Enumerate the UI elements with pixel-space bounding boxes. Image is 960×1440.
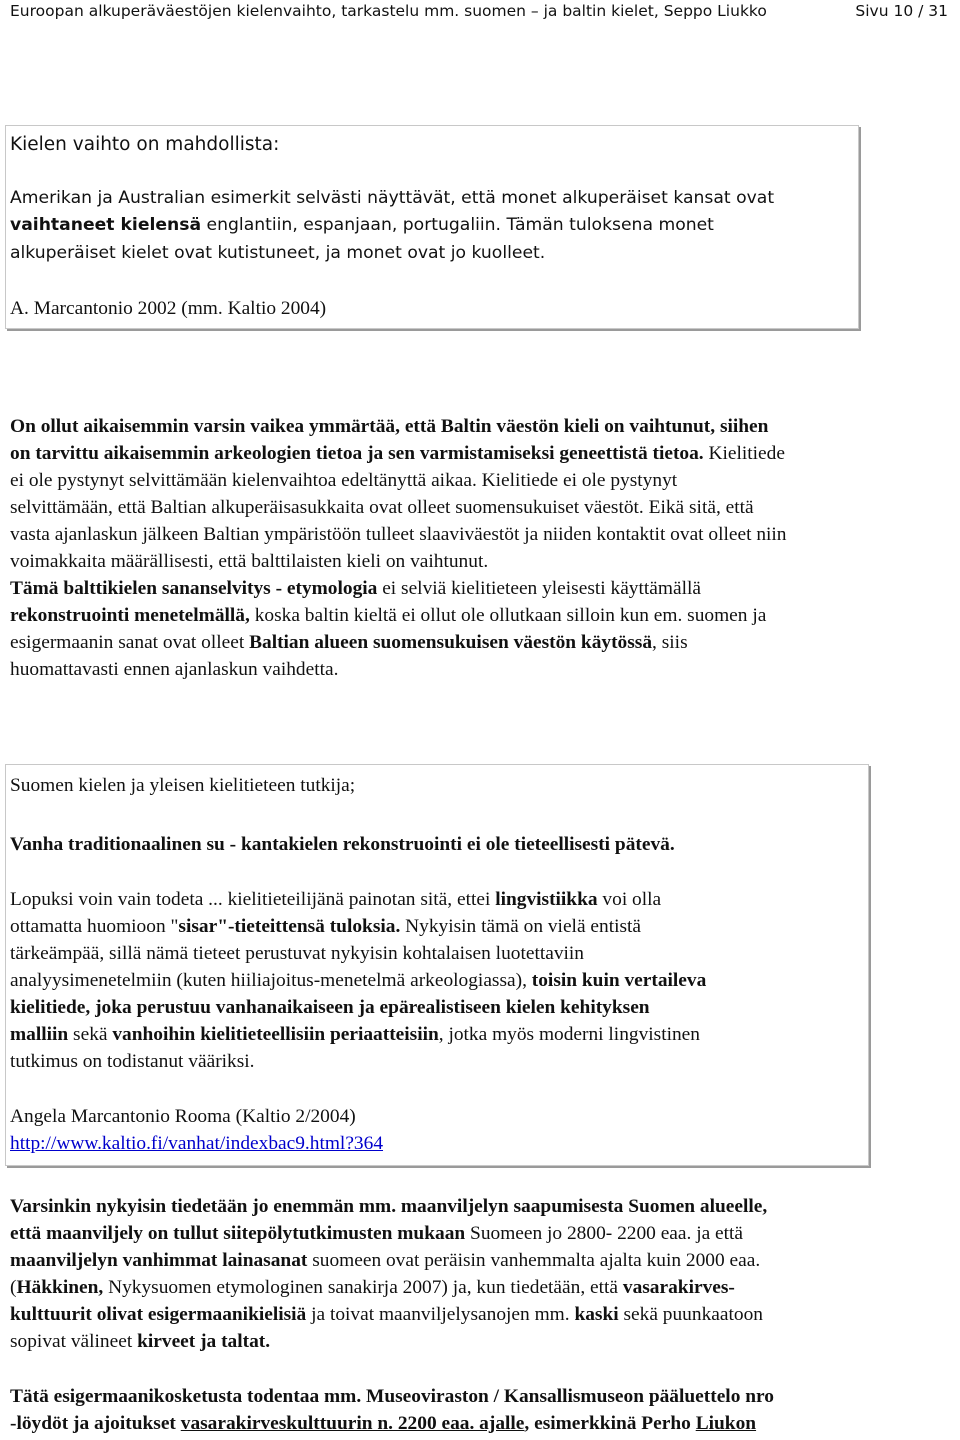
para1-line-10: huomattavasti ennen ajanlaskun vaihdetta. — [10, 659, 339, 680]
para2-line-4: (Häkkinen, Nykysuomen etymologinen sanakirja 2007) ja, kun tiedetään, että vasarakirves- — [10, 1277, 735, 1298]
para2-line-2: että maanviljely on tullut siitepölytutkimusten mukaan Suomeen jo 2800- 2200 eaa. ja että — [10, 1223, 744, 1244]
box2-source: Angela Marcantonio Rooma (Kaltio 2/2004) — [10, 1106, 356, 1127]
box2-line-5: tärkeämpää, sillä nämä tieteet perustuvat nykyisin kohtalaisen luotettaviin — [10, 943, 585, 964]
para2-line-1: Varsinkin nykyisin tiedetään jo enemmän mm. maanviljelyn saapumisesta Suomen alueelle, — [10, 1196, 768, 1217]
para2-line-5: kulttuurit olivat esigermaanikielisiä ja toivat maanviljelysanojen mm. kaski sekä puunkaatoon — [10, 1304, 763, 1325]
box2-line-6: analyysimenetelmiin (kuten hiiliajoitus-menetelmä arkeologiassa), toisin kuin vertaileva — [10, 970, 707, 991]
para2-line-3: maanviljelyn vanhimmat lainasanat suomeen ovat peräisin vanhemmalta ajalta kuin 2000 eaa. — [10, 1250, 761, 1271]
para3-line-2: -löydöt ja ajoitukset vasarakirveskulttuurin n. 2200 eaa. ajalle, esimerkkinä Perho Liukon — [10, 1413, 757, 1434]
header-document-title: Euroopan alkuperäväestöjen kielenvaihto, tarkastelu mm. suomen – ja baltin kielet, Seppo Liukko — [10, 2, 767, 20]
para1-line-7: Tämä balttikielen sananselvitys - etymologia ei selviä kielitieteen yleisesti käyttämällä — [10, 578, 701, 599]
quote-box-line-1: Amerikan ja Australian esimerkit selvästi näyttävät, että monet alkuperäiset kansat ovat — [10, 188, 775, 208]
box2-line-3: Lopuksi voin vain todeta ... kielitieteilijänä painotan sitä, ettei lingvistiikka voi olla — [10, 889, 662, 910]
quote-box-line-2: vaihtaneet kielensä englantiin, espanjaan, portugaliin. Tämän tuloksena monet — [10, 215, 714, 235]
box2-line-9: tutkimus on todistanut vääriksi. — [10, 1051, 255, 1072]
kaltio-link[interactable]: http://www.kaltio.fi/vanhat/indexbac9.html?364 — [10, 1133, 384, 1154]
box2-line-4: ottamatta huomioon "sisar"-tieteittensä tuloksia. Nykyisin tämä on vielä entistä — [10, 916, 642, 937]
para1-line-2: on tarvittu aikaisemmin arkeologien tietoa ja sen varmistamiseksi geneettistä tietoa. Kielitiede — [10, 443, 785, 464]
quote-box-title: Kielen vaihto on mahdollista: — [10, 134, 280, 155]
para2-line-6: sopivat välineet kirveet ja taltat. — [10, 1331, 271, 1352]
para1-line-1: On ollut aikaisemmin varsin vaikea ymmärtää, että Baltin väestön kieli on vaihtunut, siihen — [10, 416, 769, 437]
para3-line-1: Tätä esigermaanikosketusta todentaa mm. Museoviraston / Kansallismuseon pääluettelo nro — [10, 1386, 774, 1407]
para1-line-5: vasta ajanlaskun jälkeen Baltian ympäristöön tulleet slaaviväestöt ja niiden kontaktit ovat olleet niin — [10, 524, 787, 545]
quote-box-source: A. Marcantonio 2002 (mm. Kaltio 2004) — [10, 298, 327, 319]
box2-line-1: Suomen kielen ja yleisen kielitieteen tutkija; — [10, 775, 356, 796]
para1-line-9: esigermaanin sanat ovat olleet Baltian alueen suomensukuisen väestön käytössä, siis — [10, 632, 688, 653]
box2-line-7: kielitiede, joka perustuu vanhanaikaiseen ja epärealistiseen kielen kehityksen — [10, 997, 650, 1018]
box2-line-2: Vanha traditionaalinen su - kantakielen rekonstruointi ei ole tieteellisesti pätevä. — [10, 834, 675, 855]
header-page-number: Sivu 10 / 31 — [855, 2, 948, 20]
para1-line-8: rekonstruointi menetelmällä, koska baltin kieltä ei ollut ole ollutkaan silloin kun em. suomen ja — [10, 605, 767, 626]
box2-url-line — [10, 1133, 383, 1155]
para1-line-4: selvittämään, että Baltian alkuperäisasukkaita ovat olleet suomensukuiset väestöt. Eikä sitä, että — [10, 497, 754, 518]
box2-line-8: malliin sekä vanhoihin kielitieteellisiin periaatteisiin, jotka myös moderni lingvistinen — [10, 1024, 700, 1045]
para1-line-6: voimakkaita määrällisesti, että balttilaisten kieli on vaihtunut. — [10, 551, 489, 572]
para1-line-3: ei ole pystynyt selvittämään kielenvaihtoa edeltänyttä aikaa. Kielitiede ei ole pystynyt — [10, 470, 678, 491]
quote-box-line-3: alkuperäiset kielet ovat kutistuneet, ja monet ovat jo kuolleet. — [10, 243, 546, 263]
page-header — [10, 0, 948, 26]
